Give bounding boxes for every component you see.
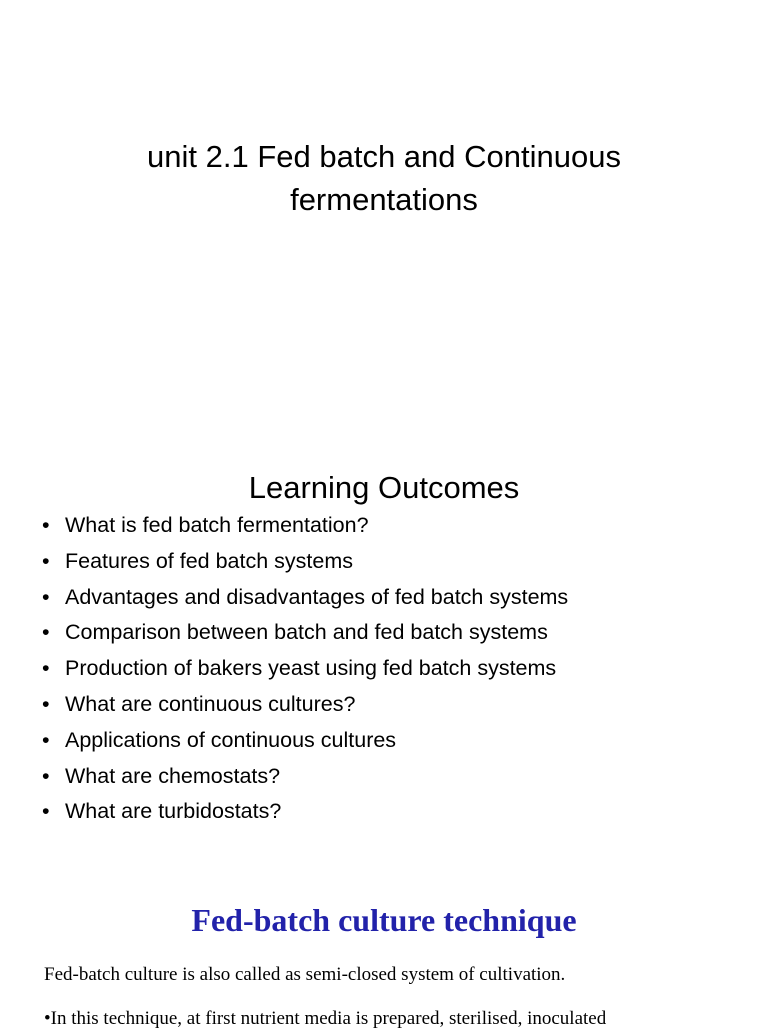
list-item-text: Advantages and disadvantages of fed batch systems: [65, 584, 569, 609]
learning-outcomes-heading: Learning Outcomes: [248, 470, 520, 505]
learning-outcomes-list: [40, 508, 568, 830]
fed-batch-heading: Fed-batch culture technique: [191, 902, 577, 938]
list-item: [40, 723, 568, 759]
fed-batch-slide: [0, 860, 768, 1029]
bullet-icon: •: [42, 763, 50, 788]
slide-title-line-2: fermentations: [290, 182, 478, 217]
learning-outcomes-slide: [0, 420, 768, 860]
list-item-text: Production of bakers yeast using fed batch systems: [65, 656, 557, 681]
list-item: [40, 615, 568, 651]
list-item: [40, 794, 568, 830]
fed-batch-technique-paragraph: •In this technique, at first nutrient media is prepared, sterilised, inoculated: [44, 1008, 607, 1029]
bullet-icon: •: [42, 584, 50, 609]
bullet-icon: •: [42, 799, 50, 824]
bullet-icon: •: [42, 513, 50, 537]
bullet-icon: •: [42, 656, 50, 681]
list-item: [40, 651, 568, 687]
list-item-text: What are continuous cultures?: [65, 691, 356, 716]
list-item-text: What is fed batch fermentation?: [65, 513, 369, 537]
bullet-icon: •: [42, 727, 50, 752]
list-item-text: Applications of continuous cultures: [65, 727, 397, 752]
list-item: [40, 580, 568, 616]
list-item-text: Comparison between batch and fed batch systems: [65, 620, 548, 645]
list-item-text: What are turbidostats?: [65, 799, 282, 824]
list-item-text: Features of fed batch systems: [65, 548, 353, 573]
list-item: [40, 508, 568, 544]
list-item-text: What are chemostats?: [65, 763, 281, 788]
bullet-icon: •: [42, 691, 50, 716]
slide-title: [0, 135, 768, 221]
bullet-icon: •: [42, 620, 50, 645]
bullet-icon: •: [42, 548, 50, 573]
fed-batch-intro-paragraph: Fed-batch culture is also called as semi-closed system of cultivation.: [44, 964, 566, 985]
slide-title-line-1: unit 2.1 Fed batch and Continuous: [147, 139, 621, 174]
list-item: [40, 544, 568, 580]
title-slide: [0, 0, 768, 420]
list-item: [40, 687, 568, 723]
list-item: [40, 759, 568, 795]
